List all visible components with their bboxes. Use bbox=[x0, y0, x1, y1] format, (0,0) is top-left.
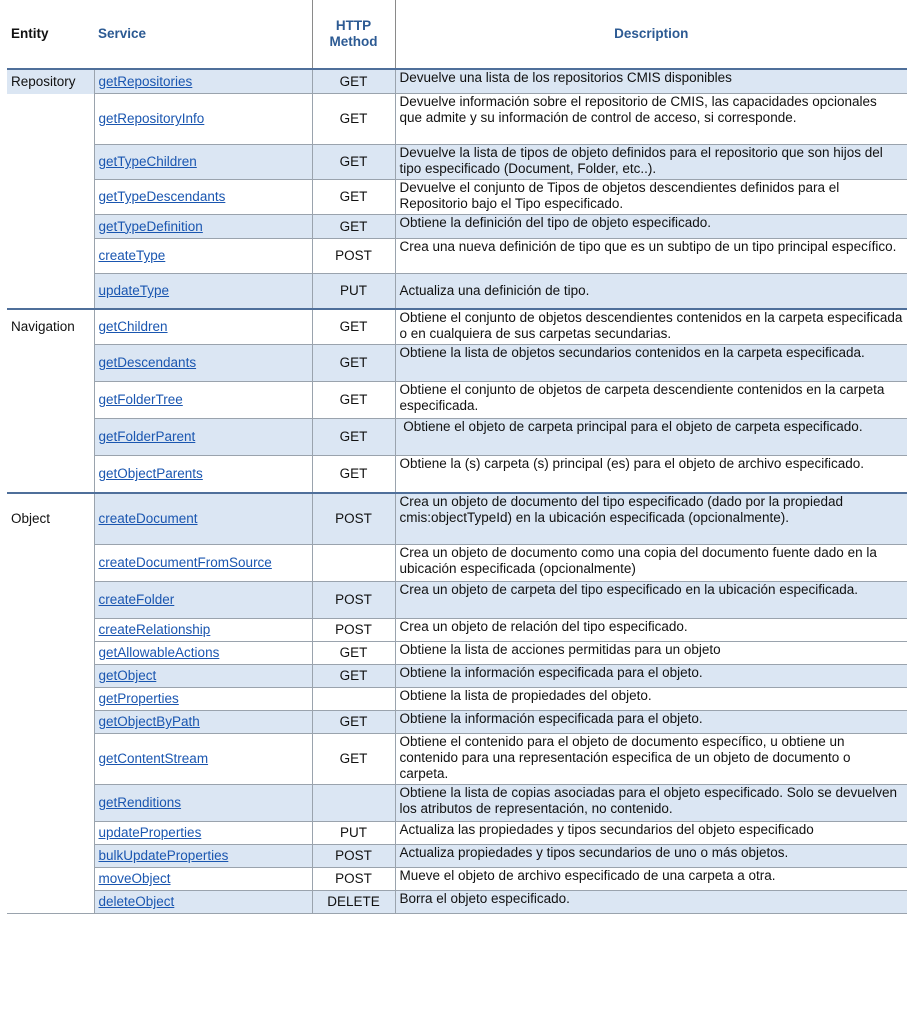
service-link[interactable]: getRepositoryInfo bbox=[98, 111, 205, 126]
header-entity: Entity bbox=[7, 0, 94, 69]
method-cell: PUT bbox=[312, 274, 395, 310]
service-cell bbox=[94, 309, 312, 345]
header-http-method: HTTP Method bbox=[312, 0, 395, 69]
table-row bbox=[7, 734, 907, 785]
method-cell: POST bbox=[312, 493, 395, 545]
service-cell bbox=[94, 274, 312, 310]
description-cell: Mueve el objeto de archivo especificado de una carpeta a otra. bbox=[395, 868, 907, 891]
service-link[interactable]: getRenditions bbox=[98, 795, 182, 810]
table-row bbox=[7, 891, 907, 914]
entity-cell bbox=[7, 711, 94, 734]
entity-cell bbox=[7, 868, 94, 891]
table-row bbox=[7, 688, 907, 711]
description-cell: Obtiene el contenido para el objeto de documento específico, u obtiene un contenido para una representación especifica de un objeto de documento o carpeta. bbox=[395, 734, 907, 785]
table-row bbox=[7, 582, 907, 619]
method-cell bbox=[312, 785, 395, 822]
method-cell: POST bbox=[312, 619, 395, 642]
table-row bbox=[7, 845, 907, 868]
table-row bbox=[7, 642, 907, 665]
table-row bbox=[7, 215, 907, 239]
method-cell: GET bbox=[312, 711, 395, 734]
description-cell: Crea un objeto de carpeta del tipo especificado en la ubicación especificada. bbox=[395, 582, 907, 619]
method-cell: GET bbox=[312, 94, 395, 145]
service-link[interactable]: getChildren bbox=[98, 319, 168, 334]
header-description: Description bbox=[395, 0, 907, 69]
entity-cell bbox=[7, 345, 94, 382]
table-row bbox=[7, 309, 907, 345]
service-link[interactable]: createType bbox=[98, 248, 166, 263]
service-cell bbox=[94, 891, 312, 914]
table-row bbox=[7, 69, 907, 94]
table-row bbox=[7, 94, 907, 145]
service-cell bbox=[94, 382, 312, 419]
description-cell: Devuelve el conjunto de Tipos de objetos descendientes definidos para el Repositorio bajo el Tipo especificado. bbox=[395, 180, 907, 215]
service-cell bbox=[94, 419, 312, 456]
service-cell bbox=[94, 665, 312, 688]
method-cell: GET bbox=[312, 145, 395, 180]
entity-cell bbox=[7, 215, 94, 239]
service-cell bbox=[94, 456, 312, 494]
service-link[interactable]: updateType bbox=[98, 283, 170, 298]
description-cell: Obtiene la lista de objetos secundarios contenidos en la carpeta especificada. bbox=[395, 345, 907, 382]
service-link[interactable]: getDescendants bbox=[98, 355, 197, 370]
description-cell: Obtiene la lista de propiedades del objeto. bbox=[395, 688, 907, 711]
description-cell: Devuelve una lista de los repositorios CMIS disponibles bbox=[395, 69, 907, 94]
service-link[interactable]: createFolder bbox=[98, 592, 175, 607]
description-cell: Actualiza las propiedades y tipos secundarios del objeto especificado bbox=[395, 822, 907, 845]
table-row bbox=[7, 493, 907, 545]
entity-cell bbox=[7, 822, 94, 845]
service-link[interactable]: getProperties bbox=[98, 691, 179, 706]
description-cell: Actualiza una definición de tipo. bbox=[395, 274, 907, 310]
method-cell bbox=[312, 688, 395, 711]
service-link[interactable]: getFolderParent bbox=[98, 429, 196, 444]
entity-cell bbox=[7, 545, 94, 582]
method-cell: GET bbox=[312, 382, 395, 419]
service-link[interactable]: getObjectByPath bbox=[98, 714, 200, 729]
service-link[interactable]: deleteObject bbox=[98, 894, 175, 909]
description-cell: Crea un objeto de documento del tipo especificado (dado por la propiedad cmis:objectTypeId) en la ubicación especificada (opcionalmente). bbox=[395, 493, 907, 545]
header-service: Service bbox=[94, 0, 312, 69]
entity-cell bbox=[7, 274, 94, 310]
service-link[interactable]: createDocument bbox=[98, 511, 198, 526]
table-row bbox=[7, 785, 907, 822]
method-cell: GET bbox=[312, 345, 395, 382]
table-row bbox=[7, 619, 907, 642]
method-cell: DELETE bbox=[312, 891, 395, 914]
description-cell: Obtiene la información especificada para el objeto. bbox=[395, 711, 907, 734]
method-cell: POST bbox=[312, 868, 395, 891]
method-cell bbox=[312, 545, 395, 582]
entity-cell bbox=[7, 688, 94, 711]
entity-cell bbox=[7, 94, 94, 145]
entity-cell bbox=[7, 419, 94, 456]
service-link[interactable]: getObject bbox=[98, 668, 157, 683]
entity-cell: Object bbox=[7, 493, 94, 545]
cmis-services-table bbox=[7, 0, 907, 914]
entity-cell bbox=[7, 845, 94, 868]
service-cell bbox=[94, 822, 312, 845]
service-link[interactable]: updateProperties bbox=[98, 825, 202, 840]
entity-cell bbox=[7, 180, 94, 215]
table-body bbox=[7, 69, 907, 914]
entity-cell bbox=[7, 665, 94, 688]
method-cell: GET bbox=[312, 734, 395, 785]
method-cell: POST bbox=[312, 239, 395, 274]
method-cell: PUT bbox=[312, 822, 395, 845]
service-cell bbox=[94, 545, 312, 582]
entity-cell: Navigation bbox=[7, 309, 94, 345]
service-cell bbox=[94, 582, 312, 619]
description-cell: Obtiene la información especificada para el objeto. bbox=[395, 665, 907, 688]
service-link[interactable]: getTypeChildren bbox=[98, 154, 197, 169]
method-cell: POST bbox=[312, 845, 395, 868]
service-cell bbox=[94, 845, 312, 868]
service-link[interactable]: getTypeDefinition bbox=[98, 218, 203, 234]
service-link[interactable]: createRelationship bbox=[98, 622, 211, 637]
service-link[interactable]: getObjectParents bbox=[98, 466, 203, 481]
method-cell: GET bbox=[312, 215, 395, 239]
service-link[interactable]: moveObject bbox=[98, 871, 171, 886]
description-cell: Crea una nueva definición de tipo que es un subtipo de un tipo principal específico. bbox=[395, 239, 907, 274]
table-row bbox=[7, 665, 907, 688]
method-cell: GET bbox=[312, 419, 395, 456]
service-link[interactable]: bulkUpdateProperties bbox=[98, 848, 229, 863]
entity-cell bbox=[7, 734, 94, 785]
service-link[interactable]: getContentStream bbox=[98, 751, 209, 766]
description-cell: Obtiene la lista de acciones permitidas para un objeto bbox=[395, 642, 907, 665]
entity-cell bbox=[7, 239, 94, 274]
service-cell bbox=[94, 239, 312, 274]
description-cell: Obtiene la (s) carpeta (s) principal (es) para el objeto de archivo especificado. bbox=[395, 456, 907, 494]
entity-cell bbox=[7, 891, 94, 914]
service-cell bbox=[94, 688, 312, 711]
entity-cell bbox=[7, 456, 94, 494]
description-cell: Crea un objeto de documento como una copia del documento fuente dado en la ubicación especificada (opcionalmente) bbox=[395, 545, 907, 582]
description-cell: Obtiene la definición del tipo de objeto especificado. bbox=[395, 215, 907, 239]
service-cell bbox=[94, 711, 312, 734]
service-cell bbox=[94, 94, 312, 145]
entity-cell bbox=[7, 145, 94, 180]
entity-cell bbox=[7, 785, 94, 822]
description-cell: Devuelve la lista de tipos de objeto definidos para el repositorio que son hijos del tipo especificado (Document, Folder, etc..). bbox=[395, 145, 907, 180]
description-cell: Obtiene el objeto de carpeta principal para el objeto de carpeta especificado. bbox=[395, 419, 907, 456]
service-cell bbox=[94, 734, 312, 785]
method-cell: GET bbox=[312, 642, 395, 665]
service-cell bbox=[94, 215, 312, 239]
method-cell: POST bbox=[312, 582, 395, 619]
service-cell bbox=[94, 785, 312, 822]
service-cell bbox=[94, 868, 312, 891]
table-row bbox=[7, 711, 907, 734]
table-row bbox=[7, 545, 907, 582]
service-link[interactable]: createDocumentFromSource bbox=[98, 555, 272, 570]
description-cell: Actualiza propiedades y tipos secundarios de uno o más objetos. bbox=[395, 845, 907, 868]
entity-cell bbox=[7, 619, 94, 642]
service-cell bbox=[94, 619, 312, 642]
entity-cell: Repository bbox=[7, 69, 94, 94]
entity-cell bbox=[7, 582, 94, 619]
service-cell bbox=[94, 345, 312, 382]
description-cell: Obtiene la lista de copias asociadas para el objeto especificado. Solo se devuelven los atributos de representación, no contenido. bbox=[395, 785, 907, 822]
service-cell bbox=[94, 180, 312, 215]
description-cell: Devuelve información sobre el repositorio de CMIS, las capacidades opcionales que admite y su información de control de acceso, si corresponde. bbox=[395, 94, 907, 145]
table-header bbox=[7, 0, 907, 69]
service-cell bbox=[94, 69, 312, 94]
service-cell bbox=[94, 493, 312, 545]
table-row bbox=[7, 419, 907, 456]
method-cell: GET bbox=[312, 309, 395, 345]
table-row bbox=[7, 822, 907, 845]
entity-cell bbox=[7, 382, 94, 419]
description-cell: Obtiene el conjunto de objetos descendientes contenidos en la carpeta especificada o en cualquiera de sus carpetas secundarias. bbox=[395, 309, 907, 345]
table-row bbox=[7, 145, 907, 180]
description-cell: Borra el objeto especificado. bbox=[395, 891, 907, 914]
service-link[interactable]: getTypeDescendants bbox=[98, 189, 226, 204]
method-cell: GET bbox=[312, 665, 395, 688]
table-row bbox=[7, 180, 907, 215]
method-cell: GET bbox=[312, 180, 395, 215]
entity-cell bbox=[7, 642, 94, 665]
description-cell: Crea un objeto de relación del tipo especificado. bbox=[395, 619, 907, 642]
table-row bbox=[7, 456, 907, 494]
service-cell bbox=[94, 145, 312, 180]
service-link[interactable]: getFolderTree bbox=[98, 392, 183, 407]
table-row bbox=[7, 274, 907, 310]
table-row bbox=[7, 382, 907, 419]
table-row bbox=[7, 239, 907, 274]
service-cell bbox=[94, 642, 312, 665]
method-cell: GET bbox=[312, 456, 395, 494]
service-link[interactable]: getRepositories bbox=[98, 73, 193, 89]
service-link[interactable]: getAllowableActions bbox=[98, 645, 220, 660]
table-row bbox=[7, 868, 907, 891]
method-cell: GET bbox=[312, 69, 395, 94]
table-row bbox=[7, 345, 907, 382]
description-cell: Obtiene el conjunto de objetos de carpeta descendiente contenidos en la carpeta especificada. bbox=[395, 382, 907, 419]
